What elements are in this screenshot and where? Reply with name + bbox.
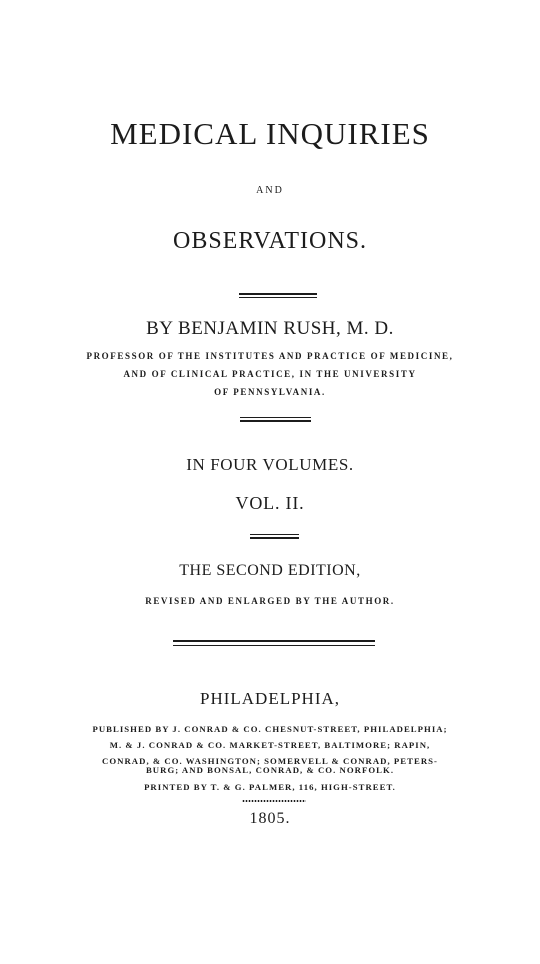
edition-note: REVISED AND ENLARGED BY THE AUTHOR. [145,596,395,606]
affiliation-line: AND OF CLINICAL PRACTICE, IN THE UNIVERSITY [123,369,417,379]
printer-line: PRINTED BY T. & G. PALMER, 116, HIGH-STREET. [144,782,396,792]
affiliation-line: PROFESSOR OF THE INSTITUTES AND PRACTICE OF MEDICINE, [86,351,454,361]
publisher-line: PUBLISHED BY J. CONRAD & CO. CHESNUT-STREET, PHILADELPHIA; [92,724,448,734]
volume-number: VOL. II. [235,493,305,513]
book-title: MEDICAL INQUIRIES [110,116,430,151]
publisher-line: BURG; AND BONSAL, CONRAD, & CO. NORFOLK. [145,765,395,775]
ornamental-rule [250,534,299,542]
author-byline: BY BENJAMIN RUSH, M. D. [146,318,394,339]
ornamental-rule [240,417,311,425]
affiliation-line: OF PENNSYLVANIA. [214,387,326,397]
imprint-city: PHILADELPHIA, [199,689,341,708]
publisher-line: M. & J. CONRAD & CO. MARKET-STREET, BALTIMORE; RAPIN, [109,740,431,750]
title-conjunction: AND [256,185,284,196]
book-subtitle: OBSERVATIONS. [172,228,367,254]
publisher-line: CONRAD, & CO. WASHINGTON; SOMERVELL & CONRAD, PETERS- [102,756,438,766]
edition-label: THE SECOND EDITION, [179,562,361,579]
dotted-rule [242,800,306,802]
publication-year: 1805. [249,810,291,827]
ornamental-rule [239,293,317,301]
volume-count: IN FOUR VOLUMES. [186,455,354,474]
ornamental-rule [173,640,375,649]
